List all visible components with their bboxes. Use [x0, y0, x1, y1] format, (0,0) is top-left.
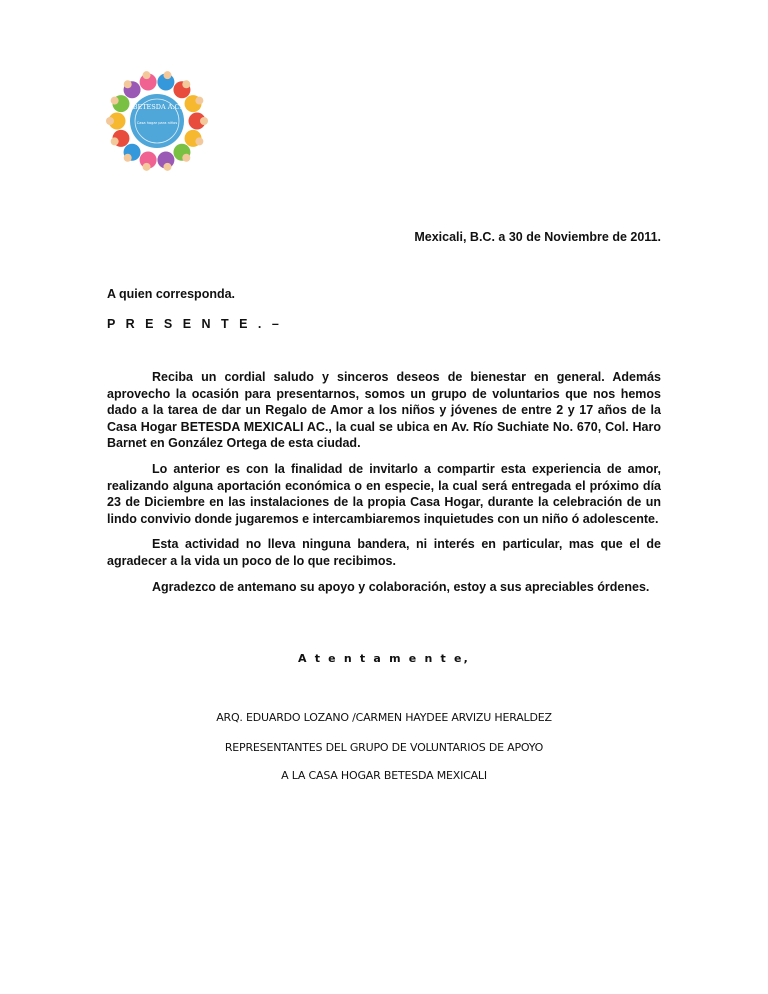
paragraph-1: Reciba un cordial saludo y sinceros deseos de bienestar en general. Además aprovecho la ocasión para presentarnos, somos un grupo de voluntarios que nos hemos dado a la tarea de dar un Regalo de Amor a los niños y jóvenes de entre 2 y 17 años de la Casa Hogar BETESDA MEXICALI AC., la cual se ubica en Av. Río Suchiate No. 670, Col. Haro Barnet en González Ortega de esta ciudad.	[107, 370, 661, 451]
logo-tagline: Casa hogar para niños	[136, 121, 178, 125]
paragraph-3: Esta actividad no lleva ninguna bandera, ni interés en particular, mas que el de agradecer a la vida un poco de lo que recibimos.	[107, 537, 661, 568]
child-head	[200, 117, 208, 125]
child-head	[124, 154, 132, 162]
child-head	[111, 137, 119, 145]
letter-body	[107, 369, 661, 604]
child-head	[182, 80, 190, 88]
child-head	[106, 117, 114, 125]
salutation: A quien corresponda.	[107, 287, 236, 301]
child-head	[143, 71, 151, 79]
paragraph-2: Lo anterior es con la finalidad de invitarlo a compartir esta experiencia de amor, realizando alguna aportación económica o en especie, la cual será entregada el próximo día 23 de Diciembre en las instalaciones de la propia Casa Hogar, durante la celebración de un lindo convivio donde jugaremos e intercambiaremos inquietudes con un niño ó adolescente.	[107, 461, 661, 526]
logo-name: BETESDA A.C.	[132, 103, 182, 111]
signature-role: REPRESENTANTES DEL GRUPO DE VOLUNTARIOS DE APOYO	[224, 741, 544, 754]
signature-names: ARQ. EDUARDO LOZANO /CARMEN HAYDEE ARVIZU HERALDEZ	[216, 711, 552, 724]
signature-organization: A LA CASA HOGAR BETESDA MEXICALI	[281, 769, 487, 782]
paragraph-4: Agradezco de antemano su apoyo y colaboración, estoy a sus apreciables órdenes.	[152, 579, 650, 594]
child-head	[195, 137, 203, 145]
child-head	[163, 71, 171, 79]
child-head	[124, 80, 132, 88]
child-head	[163, 163, 171, 171]
child-head	[143, 163, 151, 171]
child-head	[195, 97, 203, 105]
child-head	[182, 154, 190, 162]
betesda-logo	[104, 68, 210, 174]
date-line: Mexicali, B.C. a 30 de Noviembre de 2011.	[414, 230, 661, 244]
closing: A t e n t a m e n t e,	[297, 652, 471, 665]
presente-heading: P R E S E N T E . –	[107, 317, 283, 331]
child-head	[111, 97, 119, 105]
